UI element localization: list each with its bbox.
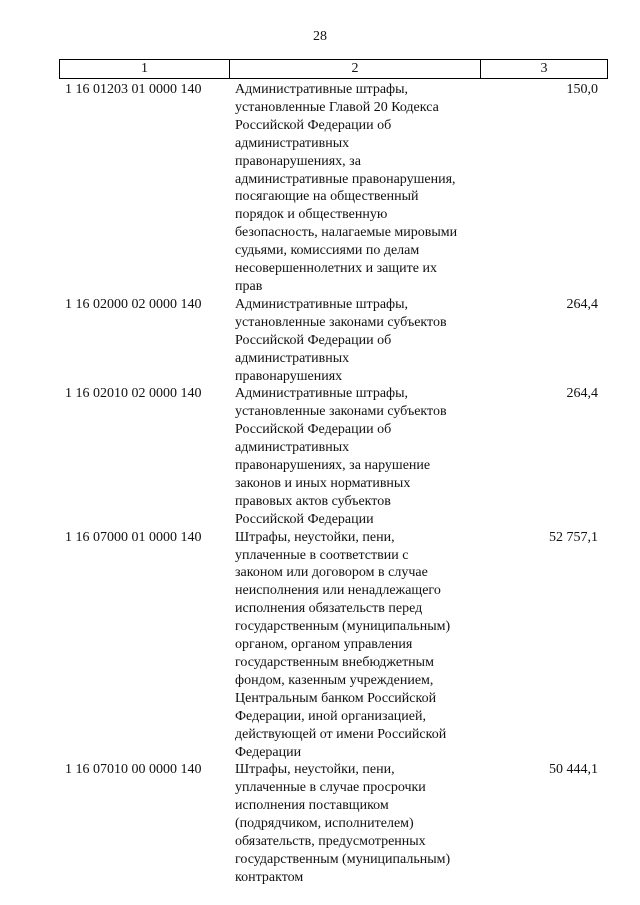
- description-line: фондом, казенным учреждением,: [235, 672, 434, 688]
- description-line: исполнения обязательств перед: [235, 601, 423, 617]
- description-line: административных: [235, 440, 350, 456]
- table-row: [59, 761, 608, 886]
- description-line: законов и иных нормативных: [235, 475, 411, 491]
- row-description: [235, 385, 480, 528]
- description-line: уплаченные в соответствии с: [235, 547, 409, 563]
- row-amount: 50 444,1: [549, 762, 598, 778]
- description-line: правовых актов субъектов: [235, 493, 391, 509]
- table-row: [59, 81, 608, 296]
- description-line: Федерации: [235, 744, 302, 760]
- row-code: 1 16 02000 02 0000 140: [65, 296, 202, 312]
- description-line: порядок и общественную: [235, 207, 388, 223]
- description-line: Штрафы, неустойки, пени,: [235, 762, 395, 778]
- description-line: законом или договором в случае: [235, 565, 428, 581]
- row-code: 1 16 01203 01 0000 140: [65, 82, 202, 97]
- description-line: правонарушениях: [235, 368, 343, 384]
- header-col-1: 1: [60, 60, 230, 78]
- description-line: государственным внебюджетным: [235, 655, 434, 670]
- description-line: Штрафы, неустойки, пени,: [235, 529, 395, 545]
- row-amount: 150,0: [566, 82, 598, 97]
- table-row: [59, 529, 608, 762]
- description-line: посягающие на общественный: [235, 189, 419, 205]
- description-line: административные правонарушения,: [235, 171, 456, 187]
- description-line: действующей от имени Российской: [235, 726, 447, 742]
- row-description: [235, 81, 480, 296]
- description-line: исполнения поставщиком: [235, 798, 389, 814]
- row-amount: 264,4: [566, 386, 598, 402]
- description-line: административных: [235, 135, 350, 151]
- description-line: правонарушениях, за нарушение: [235, 458, 431, 474]
- description-line: установленные Главой 20 Кодекса: [235, 99, 439, 115]
- row-amount: 52 757,1: [549, 529, 598, 545]
- table-body: [59, 81, 608, 887]
- description-line: установленные законами субъектов: [235, 404, 447, 420]
- description-line: Федерации, иной организацией,: [235, 708, 426, 724]
- description-line: неисполнения или ненадлежащего: [235, 583, 441, 599]
- description-line: контрактом: [235, 869, 304, 885]
- table-row: [59, 296, 608, 386]
- description-line: государственным (муниципальным): [235, 851, 451, 867]
- description-line: Российской Федерации об: [235, 117, 392, 133]
- row-amount: 264,4: [566, 296, 598, 312]
- table-row: [59, 385, 608, 528]
- row-description: [235, 296, 480, 386]
- description-line: судьями, комиссиями по делам: [235, 243, 420, 259]
- page-number: 28: [313, 29, 327, 44]
- description-line: органом, органом управления: [235, 637, 413, 653]
- description-line: обязательств, предусмотренных: [235, 834, 426, 850]
- header-col-2: 2: [230, 60, 481, 78]
- description-line: Российской Федерации об: [235, 332, 392, 348]
- description-line: Российской Федерации: [235, 511, 374, 527]
- description-line: Административные штрафы,: [235, 82, 409, 97]
- row-description: [235, 529, 480, 762]
- header-col-3: 3: [540, 61, 548, 76]
- description-line: Административные штрафы,: [235, 386, 409, 402]
- description-line: Административные штрафы,: [235, 296, 409, 312]
- table-header: [59, 59, 608, 79]
- description-line: прав: [235, 278, 263, 294]
- description-line: правонарушениях, за: [235, 153, 361, 169]
- row-code: 1 16 02010 02 0000 140: [65, 386, 202, 402]
- row-description: [235, 761, 480, 886]
- description-line: установленные законами субъектов: [235, 314, 447, 330]
- description-line: Российской Федерации об: [235, 422, 392, 438]
- description-line: государственным (муниципальным): [235, 619, 451, 635]
- description-line: (подрядчиком, исполнителем): [235, 816, 414, 832]
- description-line: несовершеннолетних и защите их: [235, 261, 437, 277]
- description-line: безопасность, налагаемые мировыми: [235, 225, 458, 241]
- description-line: Центральным банком Российской: [235, 690, 437, 706]
- row-code: 1 16 07000 01 0000 140: [65, 529, 202, 545]
- row-code: 1 16 07010 00 0000 140: [65, 762, 202, 778]
- description-line: уплаченные в случае просрочки: [235, 780, 426, 796]
- description-line: административных: [235, 350, 350, 366]
